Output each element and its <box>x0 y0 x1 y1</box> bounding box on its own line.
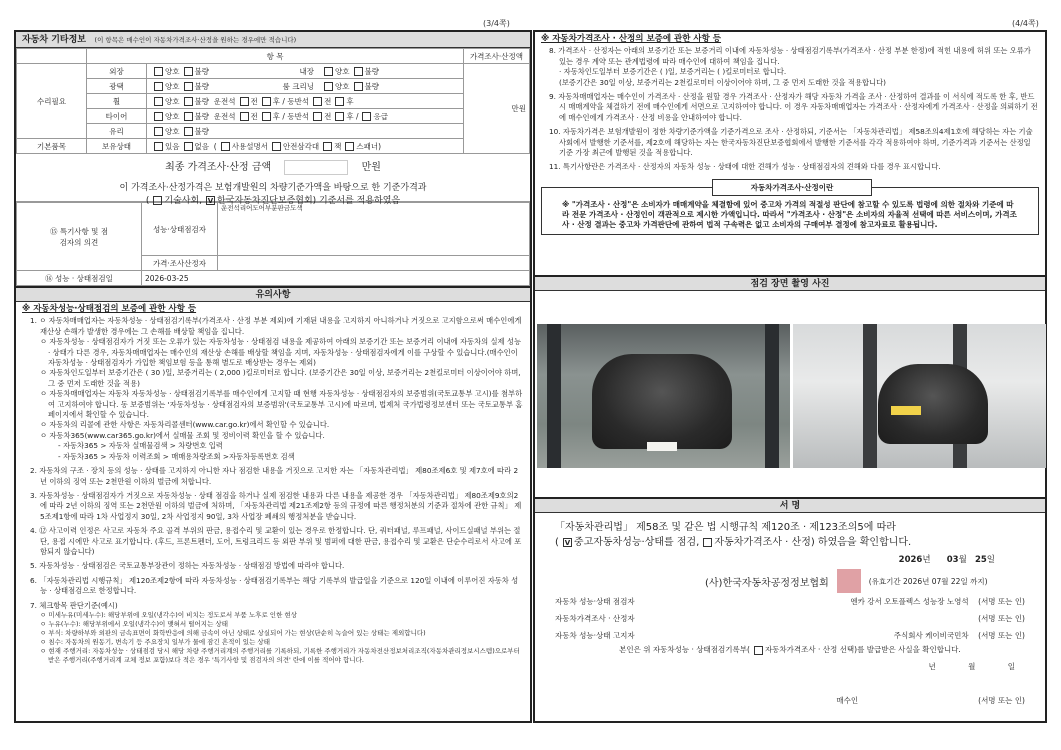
checkbox[interactable] <box>703 538 712 547</box>
checkbox[interactable] <box>153 196 162 205</box>
sign-option: 자동차가격조사 · 산정) 하였음을 확인합니다. <box>714 537 912 548</box>
checkbox[interactable] <box>335 97 344 106</box>
inspector-note: 운전석리어도어부분판금도색 <box>218 203 530 256</box>
signer-label: 자동차 성능·상태 점검자 <box>555 597 635 606</box>
checkbox[interactable] <box>324 67 333 76</box>
checkbox[interactable] <box>154 112 163 121</box>
inspection-photo <box>537 324 790 468</box>
inspection-photo <box>793 324 1046 468</box>
notice-item: - 자동차365 > 자동차 실매물검색 > 차량번호 입력 <box>58 441 223 451</box>
criteria-item: ㅇ 현재 주행거리: 자동차성능 · 상태점검 당시 해당 차량 주행거리계의 주행거리를 기록하되, 기록한 주행거리가 자동차전산정보처리조직(자동차관리정보시스템)으로부터 받은 주행거리(주행거리계 교체 정보 포함)보다 적은 경우 '특기사항 및 점검자의 의견' 란에 이를 적어야 합니다. <box>40 646 520 664</box>
notice-header: 유의사항 <box>16 286 530 302</box>
sign-option: 중고자동차성능·상태를 점검, <box>573 537 700 548</box>
criteria-item: ㅇ 침수: 자동차의 원동기, 변속기 등 주요장치 일부가 물에 잠긴 흔적이 있는 상태 <box>40 637 270 646</box>
row-label: 휠 <box>87 94 147 109</box>
notice-item: 6. 「자동차관리법 시행규칙」 제120조제2항에 따라 자동차성능 · 상태점검기록부는 해당 기록부의 발급일을 기준으로 120일 이내에 이루어진 자동차 성능 · 상태점검으로 한정합니다. <box>30 575 519 596</box>
checkbox[interactable] <box>335 112 344 121</box>
checkbox[interactable] <box>184 142 193 151</box>
row-label: 유리 <box>87 124 147 139</box>
notice-item: - 자동차365 > 자동차 이력조회 > 매매용차량조회 >자동차등록번호 검색 <box>58 451 295 461</box>
final-price-label: 최종 가격조사·산정 금액 <box>165 162 272 173</box>
criteria-item: ㅇ 부식: 차량하부와 외판의 금속표면이 화학반응에 의해 금속이 아닌 상태로 상실되어 가는 현상(단순히 녹슬어 있는 상태는 제외합니다) <box>40 628 426 637</box>
checkbox[interactable] <box>240 97 249 106</box>
valid-period: (유효기간 2026년 07월 22일 까지) <box>868 576 988 586</box>
basis-option: 기술사회, <box>164 195 203 206</box>
seal-icon <box>837 569 861 593</box>
box-text: ※ "가격조사 · 산정"은 소비자가 매매계약을 체결함에 있어 중고차 가격의 적절성 판단에 참고할 수 있도록 법령에 의한 절차와 기준에 따라 전문 가격조사 · 산정인이 객관적으로 제시한 가액입니다. 따라서 "가격조사 · 산정"은 소비자의 자율적 선택에 따른 서비스이며, 가격조사 · 산정 결과는 중고차 가격판단에 관하여 법적 구속력은 없고 소비자의 구매여부 결정에 참고자료로 활용됩니다. <box>562 199 1017 229</box>
row-label: 외장 <box>87 64 147 79</box>
checkbox[interactable] <box>184 97 193 106</box>
col-header: 항 목 <box>87 49 464 64</box>
license-plate <box>647 442 677 451</box>
checkbox[interactable] <box>154 97 163 106</box>
inspection-date: 2026-03-25 <box>142 271 530 286</box>
checkbox-checked[interactable]: V <box>564 538 571 547</box>
row-label: 보유상태 <box>87 139 147 154</box>
signer-name: 엔카 강서 오토플렉스 성능장 노영석 <box>850 597 969 606</box>
other-info-table: 항 목 가격조사·산정액 수리필요 외장 양호 불량 내장 양호 불량 만원 광택 양호 불량 룸 크리닝 양호 불량 휠 양호 불량 운전석 전 후 / 동반석 전 후 타이어 양호 불량 운전석 전 후 / 동반석 전 후 / 응급 유리 양호 불량 기본품목 보유상태 있음 없음 ( 사용설명서 안전삼각대 잭 스패너) <box>16 48 530 154</box>
checkbox[interactable] <box>154 142 163 151</box>
notice-item: 10. 자동차가격은 보험개발원이 정한 차량기준가액을 기준가격으로 조사 · 산정하되, 기준서는 「자동차관리법」 제58조의4제1호에 해당하는 자는 기술사회에서 발행한 기준서를, 제2호에 해당하는 자는 한국자동차진단보증협회에서 발행한 기준서를 각각 적용하여야 하며, 기준가격과 기준서는 산정일 기준 가장 최근에 발행된 것을 적용합니다. <box>549 127 1033 158</box>
checkbox[interactable] <box>313 112 322 121</box>
notice-heading: ※ 자동차가격조사 · 산정의 보증에 관한 사항 등 <box>541 34 722 44</box>
confirm-text: 자동차가격조사 · 산정 선택)를 발급받은 사실을 확인합니다. <box>764 645 961 654</box>
checkbox[interactable] <box>262 97 271 106</box>
checkbox[interactable] <box>754 646 763 655</box>
signature-field[interactable]: (서명 또는 인) <box>978 614 1025 623</box>
checkbox[interactable] <box>154 67 163 76</box>
criteria-item: ㅇ 누유(누수): 해당부위에서 오일(냉각수)이 맺혀서 떨어지는 상태 <box>40 619 228 628</box>
right-page <box>533 30 1047 723</box>
checkbox[interactable] <box>345 142 354 151</box>
section-note: (이 항목은 매수인이 자동차가격조사·산정을 원하는 경우에만 적습니다) <box>94 36 297 44</box>
checkbox-checked[interactable]: V <box>207 196 214 205</box>
notice-item: 5. 자동차성능 · 상태점검은 국토교통부장관이 정하는 자동차성능 · 상태점검 방법에 따라야 합니다. <box>30 561 345 571</box>
row-group-label: 수리필요 <box>17 64 87 139</box>
lift-post <box>547 324 561 468</box>
signature-field[interactable]: (서명 또는 인) <box>978 631 1025 640</box>
checkbox[interactable] <box>323 142 332 151</box>
basis-text: 이 가격조사·산정가격은 보험개발원의 차량기준가액을 바탕으로 한 기준가격과 <box>119 182 427 193</box>
appraisal-definition-box <box>541 182 1039 235</box>
sign-date: 2026년 03월 25일 <box>898 555 995 565</box>
appraiser-label: 가격·조사산정자 <box>142 256 218 271</box>
association-row <box>555 569 1025 593</box>
checkbox[interactable] <box>154 82 163 91</box>
buyer-label: 매수인 <box>836 696 859 705</box>
car-image <box>878 364 988 444</box>
signature-field[interactable]: (서명 또는 인) <box>978 597 1025 606</box>
checkbox[interactable] <box>262 112 271 121</box>
checkbox[interactable] <box>154 127 163 136</box>
notice-item: ㅇ 자동차의 리콜에 관한 사항은 자동차리콜센터(www.car.go.kr)에서 확인할 수 있습니다. <box>40 420 330 430</box>
appraiser-note <box>218 256 530 271</box>
notice-item: ㅇ 자동차매매업자는 자동차 자동차성능 · 상태점검기록부를 매수인에게 고지할 때 현행 자동차성능 · 상태점검자의 보증범위(국토교통부 고시)를 첨부하여 고지하여야 합니다. 동 보증범위는 '자동차성능 · 상태점검자의 보증범위'(국토교통부 고시)에 따르며, 법제처 국가법령정보센터 또는 국토교통부 홈페이지에서 확인할 수 있습니다. <box>40 389 523 420</box>
notice-item: 11. 특기사항란은 가격조사 · 산정자의 자동차 성능 · 상태에 대한 견해가 성능 · 상태점검자의 견해와 다를 경우 표시합니다. <box>549 162 941 172</box>
blank-date: 년 월 일 <box>928 662 1015 671</box>
page-number: (4/4쪽) <box>1012 19 1039 28</box>
signer-label: 자동차가격조사 · 산정자 <box>555 614 635 623</box>
section-title: 자동차 기타정보 <box>22 35 86 45</box>
other-info-header <box>16 32 530 48</box>
confirm-text: 본인은 위 자동차성능 · 상태점검기록부( <box>619 645 750 654</box>
signer-name: 주식회사 케이비국민차 <box>893 631 969 640</box>
checkbox[interactable] <box>184 112 193 121</box>
page-number: (3/4쪽) <box>483 19 510 28</box>
notice-item: 7. 체크항목 판단기준(예시) <box>30 600 118 610</box>
checkbox[interactable] <box>221 142 230 151</box>
row-label: 타이어 <box>87 109 147 124</box>
left-page <box>14 30 532 723</box>
appraisal-notes <box>535 32 1045 275</box>
remarks-label: ⑮ 특기사항 및 점검자의 의견 <box>17 203 142 271</box>
notice-item: ㅇ 자동차인도일부터 보증기간은 ( 30 )일, 보증거리는 ( 2,000 )킬로미터로 합니다. (보증기간은 30일 이상, 보증거리는 2천킬로미터 이상이어야 하며, 그 중 먼저 도래한 것을 적용) <box>40 368 521 388</box>
checkbox[interactable] <box>313 97 322 106</box>
notice-item: ㅇ 자동차성능 · 상태점검자가 거짓 또는 오류가 있는 자동차성능 · 상태점검 내용을 제공하여 아래의 보증기간 또는 보증거리 이내에 자동차의 실제 성능 · 상태가 다른 경우, 자동차매매업자는 매수인의 재산상 손해를 배상할 책임을 지며, 자동차성능 · 상태점검자에게 이를 구상할 수 있습니다.(매수인이 자동차성능 · 상태점검자가 가입한 책임보험 등을 통해 별도로 배상받는 경우는 제외) <box>40 337 521 368</box>
license-plate <box>891 406 921 415</box>
notice-item: 3. 자동차성능 · 상태점검자가 거짓으로 자동차성능 · 상태 점검을 하거나 실제 점검한 내용과 다른 내용을 제공한 경우 「자동차관리법」 제80조제9호의2에 따라 2년 이하의 징역 또는 2천만원 이하의 벌금에 처하며, 「자동차관리법 제21조제2항 등의 규정에 따른 행정처분의 기준과 절차에 관한 규칙」 제5조제1항에 따라 1차 사업정지 30일, 2차 사업정지 90일, 3차 사업장 폐쇄의 행정처분을 받습니다. <box>30 490 522 521</box>
notice-item: (보증기간은 30일 이상, 보증거리는 2천킬로미터 이상이어야 하며, 그 중 먼저 도래한 것을 적용합니다) <box>559 77 886 87</box>
final-price-block: 최종 가격조사·산정 금액 만원 이 가격조사·산정가격은 보험개발원의 차량기준가액을 바탕으로 한 기준가격과 ( 기술사회, V 한국자동차진단보증협회) 기준서를 적용하였음 <box>16 154 530 202</box>
checkbox[interactable] <box>184 127 193 136</box>
notice-item: 9. 자동차매매업자는 매수인이 가격조사 · 산정을 원할 경우 가격조사 · 산정자가 해당 자동차 가격을 조사 · 산정하여 결과를 이 서식에 적도록 한 후, 반드시 매매계약을 체결하기 전에 매수인에게 서면으로 고지하여야 합니다. 이 경우 자동차매매업자는 가격조사 · 산정자에게 가격조사 · 산정을 의뢰하기 전에 매수인에게 가격조사 · 산정 비용을 안내하여야 합니다. <box>549 92 1038 122</box>
row-label: 광택 <box>87 79 147 94</box>
checkbox[interactable] <box>324 82 333 91</box>
notice-item: ㅇ 자동차365(www.car365.go.kr)에서 실매물 조회 및 정비이력 확인을 할 수 있습니다. <box>40 430 325 440</box>
checkbox[interactable] <box>240 112 249 121</box>
remarks-table <box>16 202 530 286</box>
col-header: 가격조사·산정액 <box>464 49 530 64</box>
date-label: ⑯ 성능 · 상태점검일 <box>17 271 142 286</box>
basis-option: 한국자동차진단보증협회) 기준서를 적용하였음 <box>217 195 401 206</box>
association-name: (사)한국자동차공정정보협회 <box>705 577 829 589</box>
checkbox[interactable] <box>354 67 363 76</box>
checkbox[interactable] <box>354 82 363 91</box>
final-price-unit: 만원 <box>361 162 381 173</box>
inspector-label: 성능·상태점검자 <box>142 203 218 256</box>
photo-header: 점검 장면 촬영 사진 <box>535 275 1045 291</box>
criteria-item: ㅇ 미세누유(미세누수): 해당부위에 오일(냉각수)이 비치는 정도로서 부품 노후로 인한 현상 <box>40 610 297 619</box>
signer-label: 자동차 성능·상태 고지자 <box>555 631 635 640</box>
car-image <box>592 354 732 449</box>
notice-item: 8. 가격조사 · 산정자는 아래의 보증기간 또는 보증거리 이내에 자동차성능 · 상태점검기록부(가격조사 · 산정 부분 한정)에 적힌 내용에 허위 또는 오류가 있는 경우 계약 또는 관계법령에 따라 매수인에 대하여 책임을 집니다. <box>549 46 1031 66</box>
checkbox[interactable] <box>362 112 371 121</box>
signature-block: 「자동차관리법」 제58조 및 같은 법 시행규칙 제120조 · 제123조의5에 따라 ( V 중고자동차성능·상태를 점검, 자동차가격조사 · 산정) 하였음을 확인합니다. 2026년 03월 25일 (사)한국자동차공정정보협회 (유효기간 2026년 07월 22일 까지) 자동차 성능·상태 점검자 엔카 강서 오토플렉스 성능장 노영석 (서명 또는 인) 자동차가격조사 · 산정자 (서명 또는 인) 자동차 성능·상태 고지자 주식회사 케이비국민차 (서명 또는 인) 본인은 위 자동차성능 · 상태점검기록부( 자동차가격조사 · 산정 선택)를 발급받은 사실을 확인합니다. 년 월 일 매수인 (서명 또는 인) <box>535 514 1045 713</box>
notice-list <box>16 302 530 667</box>
notice-item: 4. ⑫ 사고이력 인정은 사고로 자동차 주요 골격 부위의 판금, 용접수리 및 교환이 있는 경우로 한정합니다. 단, 쿼터패널, 루프패널, 사이드실패널 부위는 절단, 용접 시에만 사고로 표기합니다. (후드, 프론트펜더, 도어, 트렁크리드 등 외판 부위 및 범퍼에 대한 판금, 용접수리 및 교환은 단순수리로서 사고에 포함되지 않습니다) <box>30 526 522 556</box>
box-title: 자동차가격조사·산정이란 <box>712 179 872 196</box>
notice-item: 1. ㅇ 자동차매매업자는 자동차성능 · 상태점검기록부(가격조사 · 산정 부분 제외)에 기재된 내용을 고지하지 아니하거나 거짓으로 고지함으로써 매수인에게 재산상 손해가 발생한 경우에는 그 손해를 배상할 책임을 집니다. <box>30 316 522 336</box>
notice-heading: ※ 자동차성능·상태점검의 보증에 관한 사항 등 <box>22 304 197 314</box>
sign-statement: 「자동차관리법」 제58조 및 같은 법 시행규칙 제120조 · 제123조의5에 따라 <box>555 522 896 533</box>
checkbox[interactable] <box>184 67 193 76</box>
signature-header: 서 명 <box>535 497 1045 513</box>
row-group-label: 기본품목 <box>17 139 87 154</box>
price-unit: 만원 <box>464 64 530 154</box>
checkbox[interactable] <box>272 142 281 151</box>
lift-post <box>863 324 877 468</box>
final-price-input[interactable] <box>284 160 348 175</box>
notice-item: 2. 자동차의 구조 · 장치 등의 성능 · 상태를 고지하지 아니한 자나 점검한 내용을 거짓으로 고지한 자는 「자동차관리법」 제80조제6호 및 제7호에 따라 2년 이하의 징역 또는 2천만원 이하의 벌금에 처합니다. <box>30 466 519 486</box>
notice-item: · 자동차인도일부터 보증기간은 ( )일, 보증거리는 ( )킬로미터로 합니다. <box>559 67 787 77</box>
buyer-signature-field[interactable]: (서명 또는 인) <box>978 696 1025 705</box>
checkbox[interactable] <box>184 82 193 91</box>
lift-post <box>765 324 779 468</box>
